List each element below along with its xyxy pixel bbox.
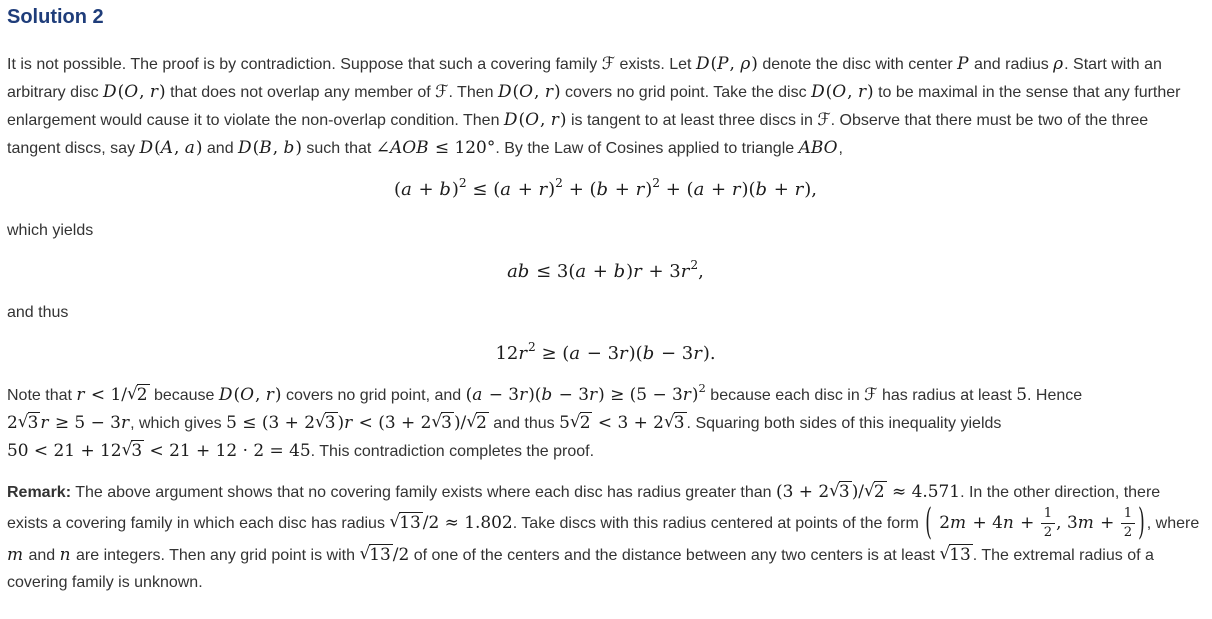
paragraph: Remark: The above argument shows that no covering family exists where each disc has radius greater than (3 + 2√3 )/√2 ≈ 4.571. In the other direction, there exists a covering family in which each disc has radius √13 /2 ≈ 1.802. Take discs with this radius centered at points of the form ( 2m + 4n + $\frac{1}{2}$ , 3m + $\frac{1}{2}$ ) , where m and n are integers. Then any grid point is with √13 /2 of one of the centers and the distance between any two centers is at least √13 . The extremal radius of a covering family is unknown. <box>7 480 1200 591</box>
radical: √13 <box>389 510 421 532</box>
inline-math: D(B, b) <box>238 137 302 157</box>
inline-math: ∠AOB ≤ 120° <box>375 137 496 157</box>
radical: √2 <box>864 480 885 501</box>
inline-math: D(O, r) <box>497 81 561 101</box>
display-equation <box>7 339 1204 364</box>
inline-math: D(A, a) <box>139 137 203 157</box>
inline-math: 5√2 < 3 + 2√3 <box>559 412 686 432</box>
inline-math: ( 2m + 4n + $\frac{1}{2}$ , 3m + $\frac{1}{2}$ ) <box>925 499 1145 543</box>
fraction: $\frac{1}{2}$ <box>1041 506 1055 541</box>
inline-math: √13 /2 ≈ 1.802 <box>389 512 512 532</box>
radical: √3 <box>121 439 143 460</box>
inline-math: 5 ≤ (3 + 2√3 )r < (3 + 2√3 )/√2 <box>226 412 489 432</box>
equation-math: ab ≤ $3(a + b)r + 3r^2$, <box>507 257 704 282</box>
equation-math: $(a + b)^2 \le (a + r)^2 + (b + r)^2 + (a + r)(b + r)$, <box>394 175 817 200</box>
inline-math: 5 <box>1016 384 1028 404</box>
inline-math: $(a - 3r)(b - 3r) \ge (5 - 3r)^2$ <box>465 381 706 404</box>
radical: √3 <box>663 411 685 432</box>
inline-math: 50 < 21 + 12√3 < 21 + 12 · 2 = 45 <box>7 440 311 460</box>
inline-math: 2√3 r ≥ 5 − 3r <box>7 412 130 432</box>
inline-math: P <box>957 53 969 73</box>
paragraph: Note that r < 1/√2 because D(O, r) covers no grid point, and $(a - 3r)(b - 3r) \ge (5 - 3r)^2$ because each disc in ℱ has radius at least 5. Hence 2√3 r ≥ 5 − 3r, which gives 5 ≤ (3 + 2√3 )r < (3 + 2√3 )/√2 and thus 5√2 < 3 + 2√3 . Squaring both sides of this inequality yields 50 < 21 + 12√3 < 21 + 12 · 2 = 45. This contradiction completes the proof. <box>7 381 1204 465</box>
inline-math: r < 1/√2 <box>76 384 149 404</box>
radical: √2 <box>569 411 591 432</box>
inline-math: ℱ <box>601 53 616 73</box>
radical: √3 <box>829 480 850 501</box>
paragraph: which yields <box>7 222 94 239</box>
inline-math: ℱ <box>435 81 449 101</box>
inline-math: n <box>59 543 71 564</box>
inline-math: D(O, r) <box>103 81 166 101</box>
inline-math: ℱ <box>864 384 878 404</box>
fraction: $\frac{1}{2}$ <box>1121 506 1135 541</box>
display-equation <box>7 175 1204 200</box>
radical: √2 <box>126 383 148 404</box>
inline-math: D(P, ρ) <box>695 53 758 73</box>
inline-math: D(O, r) <box>218 384 282 404</box>
inline-math: m <box>7 543 24 564</box>
inline-math: (3 + 2√3 )/√2 ≈ 4.571 <box>776 481 960 501</box>
equation-math: $12r^2 \ge (a - 3r)(b - 3r)$. <box>495 339 716 364</box>
paragraph: It is not possible. The proof is by contradiction. Suppose that such a covering family ℱ exists. Let D(P, ρ) denote the disc with center P and radius ρ. Start with an arbitrary disc D(O, r) that does not overlap any member of ℱ. Then D(O, r) covers no grid point. Take the disc D(O, r) to be maximal in the sense that any further enlargement would cause it to violate the non-overlap condition. Then D(O, r) is tangent to at least three discs in ℱ. Observe that there must be two of the three tangent discs, say D(A, a) and D(B, b) such that ∠AOB ≤ 120°. By the Law of Cosines applied to triangle ABO, <box>7 53 1181 157</box>
inline-math: D(O, r) <box>811 81 874 101</box>
inline-math: ℱ <box>817 109 831 129</box>
radical: √13 <box>359 542 391 564</box>
inline-math <box>939 544 972 564</box>
document-body <box>7 50 1204 596</box>
page-title: Solution 2 <box>7 6 104 28</box>
radical: √13 <box>939 542 971 564</box>
inline-math: D(O, r) <box>503 109 567 129</box>
inline-math: ABO <box>798 137 838 157</box>
radical: √3 <box>314 411 336 432</box>
radical: √3 <box>431 411 452 432</box>
inline-math: ρ <box>1053 53 1064 73</box>
radical: √3 <box>17 411 39 432</box>
paragraph: and thus <box>7 304 69 321</box>
remark-label: Remark: <box>7 484 72 501</box>
radical: √2 <box>466 411 487 432</box>
inline-math: √13 /2 <box>359 544 409 564</box>
display-equation <box>7 257 1204 282</box>
